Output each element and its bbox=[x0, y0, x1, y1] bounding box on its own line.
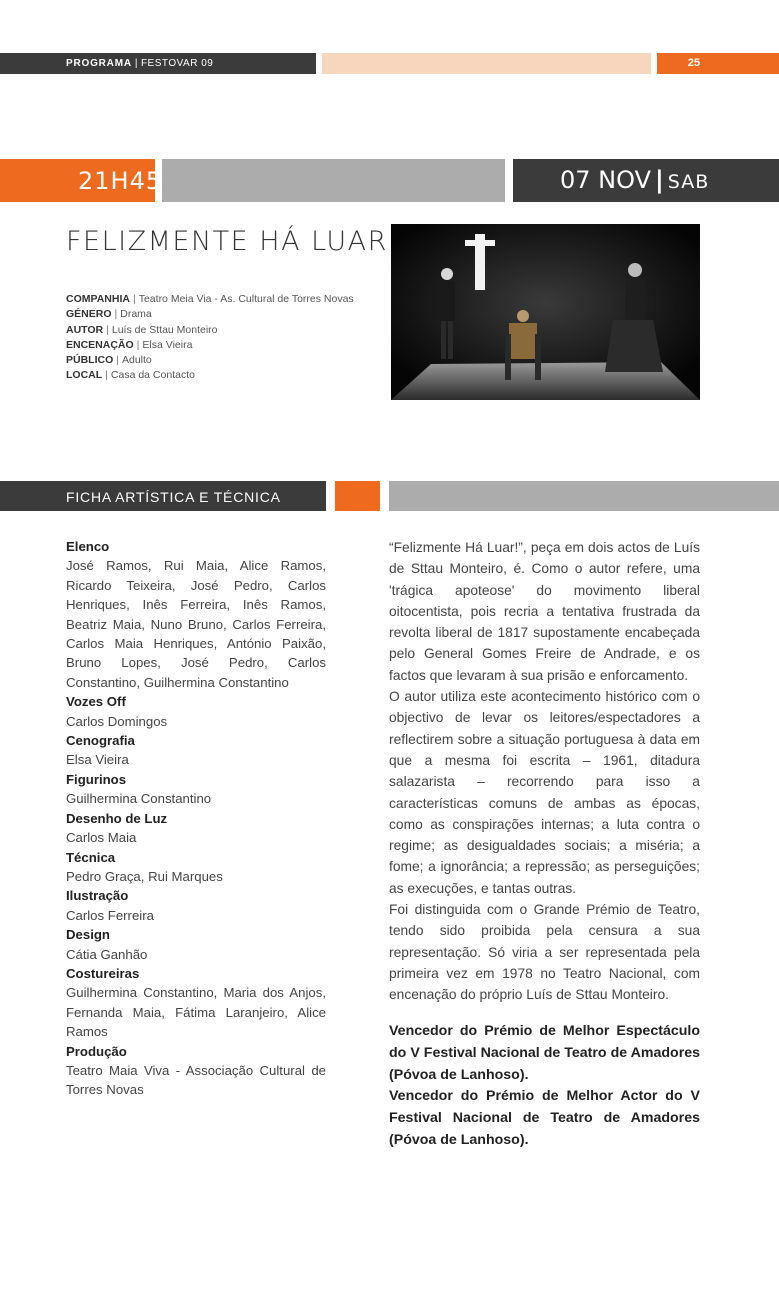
info-row: GÉNERO | Drama bbox=[66, 308, 152, 321]
ficha-heading: FICHA ARTÍSTICA E TÉCNICA bbox=[66, 489, 281, 505]
info-row: COMPANHIA | Teatro Meia Via - As. Cultural de Torres Novas bbox=[66, 293, 354, 305]
header-separator: | bbox=[134, 58, 138, 69]
header-accent-bar bbox=[322, 53, 651, 74]
credit-names: Teatro Maia Viva - Associação Cultural de Torres Novas bbox=[66, 1062, 326, 1098]
credit-names: Carlos Domingos bbox=[66, 713, 168, 729]
credit-names: Elsa Vieira bbox=[66, 752, 129, 768]
band-spacer bbox=[162, 159, 505, 202]
credit-role: Vozes Off bbox=[66, 694, 126, 710]
awards-block bbox=[389, 1021, 700, 1152]
credit-role: Figurinos bbox=[66, 771, 127, 787]
info-value: Drama bbox=[120, 308, 152, 321]
info-key: ENCENAÇÃO bbox=[66, 338, 134, 351]
info-value: Teatro Meia Via - As. Cultural de Torres Novas bbox=[138, 293, 354, 305]
credit-names: José Ramos, Rui Maia, Alice Ramos, Ricardo Teixeira, José Pedro, Carlos Henriques, Inês Ferreira, Inês Ramos, Beatriz Maia, Nuno Bruno, Carlos Ferreira, Carlos Maia Henriques, António Paixão, Bruno Lopes, José Pedro, Carlos Constantino, Guilhermina Constantino bbox=[66, 558, 326, 690]
header-section: PROGRAMA bbox=[66, 58, 132, 69]
info-row: ENCENAÇÃO | Elsa Vieira bbox=[66, 338, 193, 351]
event-date bbox=[560, 166, 709, 194]
description-column bbox=[389, 537, 700, 1006]
credit-names: Pedro Graça, Rui Marques bbox=[66, 868, 223, 884]
info-key: PÚBLICO bbox=[66, 354, 114, 367]
credit-role: Costureiras bbox=[66, 965, 140, 981]
credit-role: Ilustração bbox=[66, 888, 129, 904]
event-date-value: 07 NOV bbox=[560, 166, 652, 194]
event-time: 21H45 bbox=[78, 167, 163, 195]
event-info bbox=[66, 292, 354, 384]
info-key: GÉNERO bbox=[66, 308, 112, 321]
description-paragraph: Foi distinguida com o Grande Prémio de Teatro, tendo sido proibida pela censura a sua representação. Só viria a ser representada pela primeira vez em 1978 no Teatro Nacional, com encenação do próprio Luís de Sttau Monteiro. bbox=[389, 902, 700, 1003]
info-row: LOCAL | Casa da Contacto bbox=[66, 369, 195, 382]
info-value: Elsa Vieira bbox=[142, 338, 193, 351]
info-key: AUTOR bbox=[66, 323, 104, 336]
info-value: Casa da Contacto bbox=[110, 369, 195, 382]
info-row: PÚBLICO | Adulto bbox=[66, 354, 152, 367]
credit-role: Produção bbox=[66, 1043, 127, 1059]
header-label bbox=[66, 58, 213, 69]
stage-photo bbox=[391, 224, 700, 400]
header-festival: FESTOVAR 09 bbox=[140, 58, 214, 69]
info-key: COMPANHIA bbox=[66, 293, 130, 305]
credit-role: Design bbox=[66, 927, 110, 943]
credit-names: Carlos Maia bbox=[66, 830, 137, 846]
info-row: AUTOR | Luís de Sttau Monteiro bbox=[66, 323, 218, 336]
credit-names: Carlos Ferreira bbox=[66, 907, 154, 923]
info-value: Luís de Sttau Monteiro bbox=[111, 323, 218, 336]
date-separator: | bbox=[655, 166, 664, 194]
credits-column bbox=[66, 537, 326, 1100]
page-number: 25 bbox=[687, 57, 701, 69]
info-key: LOCAL bbox=[66, 369, 103, 382]
credit-role: Elenco bbox=[66, 539, 110, 554]
description-paragraph: “Felizmente Há Luar!”, peça em dois actos de Luís de Sttau Monteiro, é. Como o autor refere, uma 'trágica apoteose' do movimento liberal oitocentista, pois recria a tentativa frustrada da revolta liberal de 1817 supostamente encabeçada pelo General Gomes Freire de Andrade, e os factos que levaram à sua prisão e enforcamento. bbox=[389, 540, 700, 683]
credit-role: Desenho de Luz bbox=[66, 810, 168, 826]
credit-names: Guilhermina Constantino, Maria dos Anjos, Fernanda Maia, Fátima Laranjeiro, Alice Ramos bbox=[66, 985, 326, 1040]
credit-names: Cátia Ganhão bbox=[66, 946, 148, 962]
credit-role: Cenografia bbox=[66, 733, 135, 749]
credit-role: Técnica bbox=[66, 849, 116, 865]
info-value: Adulto bbox=[121, 354, 152, 367]
ficha-accent-box bbox=[335, 481, 380, 511]
award-text: Vencedor do Prémio de Melhor Actor do V Festival Nacional de Teatro de Amadores (Póvoa de Lanhoso). bbox=[389, 1088, 700, 1148]
ficha-grey-bar bbox=[389, 481, 779, 511]
event-weekday: SAB bbox=[667, 171, 710, 193]
award-text: Vencedor do Prémio de Melhor Espectáculo do V Festival Nacional de Teatro de Amadores (Póvoa de Lanhoso). bbox=[389, 1023, 700, 1083]
description-paragraph: O autor utiliza este acontecimento histórico com o objectivo de levar os leitores/espectadores a reflectirem sobre a situação portuguesa à data em que a mesma foi escrita – 1961, ditadura salazarista – recorrendo para isso a características comuns de ambas as épocas, como as conspirações internas; a luta contra o regime; as desigualdades sociais; a miséria; a fome; a ignorância; a repressão; as perseguições; as execuções, e tantas outras. bbox=[389, 689, 700, 896]
stage-photo-illustration bbox=[391, 224, 700, 400]
event-title: FELIZMENTE HÁ LUAR bbox=[66, 226, 388, 257]
credit-names: Guilhermina Constantino bbox=[66, 791, 212, 807]
